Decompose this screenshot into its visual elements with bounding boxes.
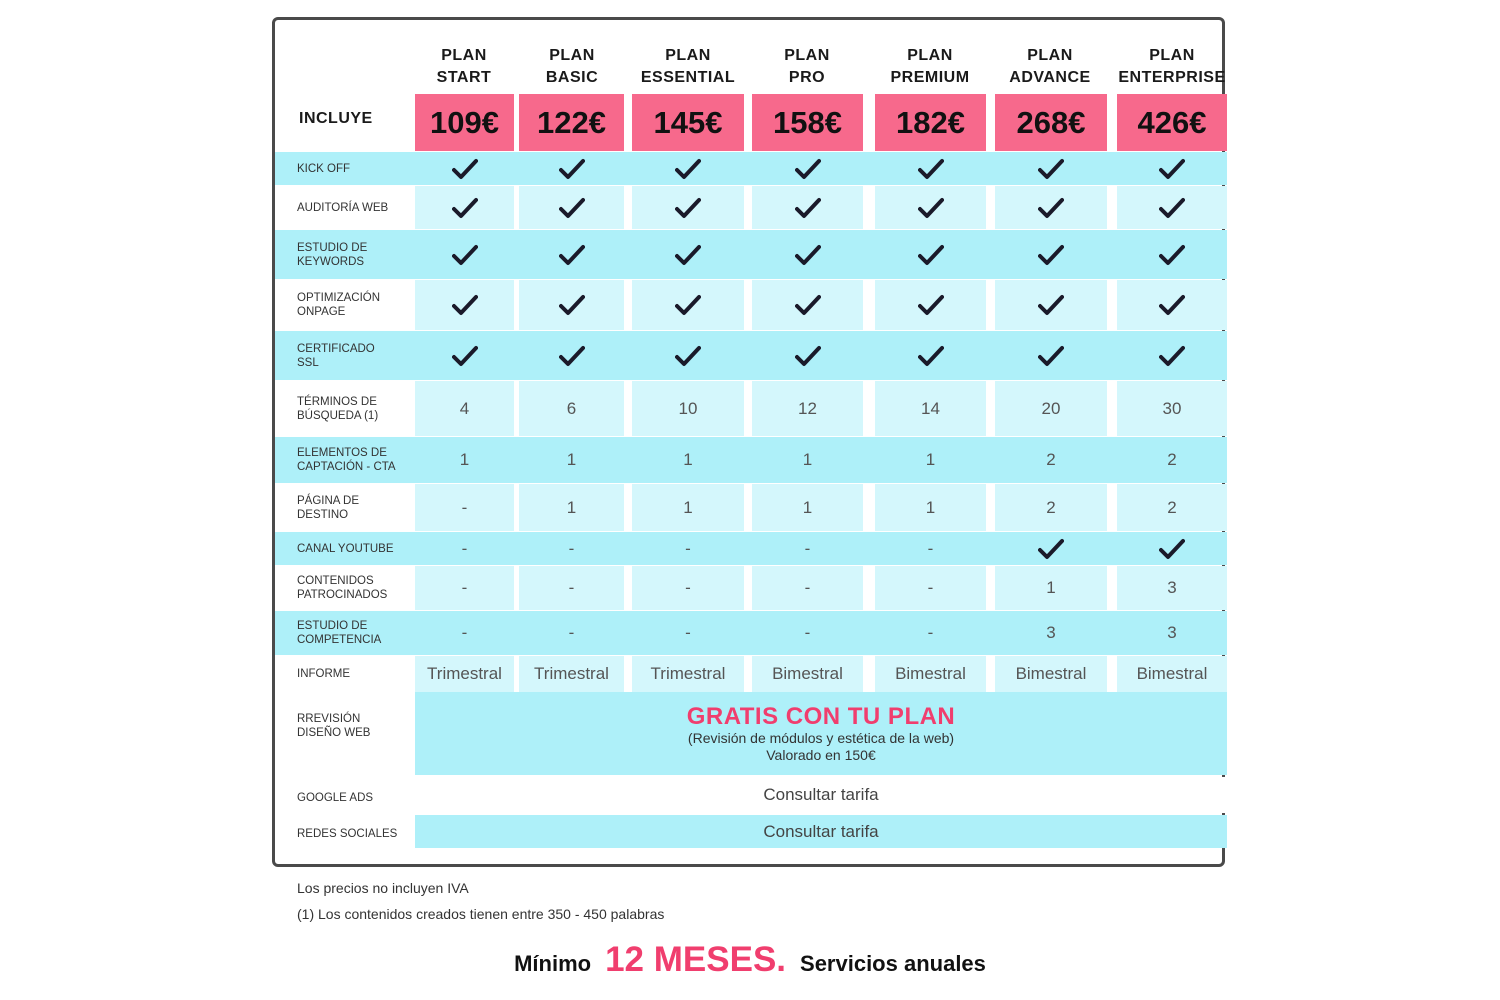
plan-name-line1: PLAN (784, 47, 830, 64)
feature-label (297, 395, 412, 423)
plan-name-line1: PLAN (549, 47, 595, 64)
plan-feature-cell (1117, 280, 1227, 330)
plan-feature-cell (752, 152, 863, 185)
feature-value: 1 (459, 450, 470, 469)
feature-label-line: CONTENIDOS (297, 575, 374, 587)
feature-value: 2 (1167, 497, 1177, 517)
feature-value: - (927, 623, 934, 642)
check-icon (1159, 538, 1185, 560)
check-icon (1038, 538, 1064, 560)
check-icon (452, 345, 478, 367)
feature-value: - (927, 538, 934, 558)
plan-feature-cell (519, 566, 624, 610)
plan-feature-cell (519, 484, 624, 531)
plan-feature-cell (632, 437, 744, 483)
feature-value: Trimestral (427, 664, 502, 683)
feature-value: - (927, 578, 934, 597)
feature-label-line: SSL (297, 356, 319, 369)
feature-label (297, 446, 412, 474)
plan-feature-cell (752, 611, 863, 655)
check-icon (1159, 158, 1185, 180)
check-icon (675, 158, 701, 180)
plan-feature-cell (1117, 656, 1227, 692)
feature-label-line: ONPAGE (297, 306, 346, 318)
revision-label: RREVISIÓN DISEÑO WEB (297, 713, 371, 739)
plan-name-line1: PLAN (441, 47, 487, 64)
feature-label-line: OPTIMIZACIÓN (297, 292, 381, 304)
plan-feature-cell (519, 186, 624, 229)
plan-feature-cell (875, 532, 986, 565)
check-icon (559, 158, 585, 180)
plan-feature-cell (752, 532, 863, 565)
plan-feature-cell (995, 611, 1107, 655)
plan-feature-cell (415, 566, 514, 610)
feature-value: 1 (566, 450, 577, 469)
plan-feature-cell (995, 280, 1107, 330)
plan-feature-cell (632, 280, 744, 330)
plan-feature-cell (995, 152, 1107, 185)
feature-value: 1 (925, 450, 936, 469)
plan-name-line2: ESSENTIAL (640, 69, 736, 86)
feature-value: 1 (683, 450, 693, 469)
plan-feature-cell (875, 566, 986, 610)
includes-label: INCLUYE (299, 110, 373, 127)
feature-label-line: AUDITORÍA WEB (297, 201, 389, 214)
revision-detail: (Revisión de módulos y estética de la web) (687, 729, 955, 746)
plan-feature-cell (995, 331, 1107, 380)
plan-name-line2: ENTERPRISE (1118, 69, 1226, 86)
feature-value: - (568, 538, 575, 558)
feature-value: 1 (802, 450, 813, 469)
plan-feature-cell (632, 611, 744, 655)
plan-feature-cell (995, 437, 1107, 483)
plan-feature-cell (1117, 437, 1227, 483)
feature-value: - (685, 578, 691, 597)
check-icon (1159, 345, 1185, 367)
plan-feature-cell (995, 186, 1107, 229)
feature-value: 1 (802, 497, 813, 517)
plan-feature-cell (875, 331, 986, 380)
feature-value: 10 (678, 398, 698, 418)
feature-label (297, 494, 412, 522)
plan-feature-cell (415, 532, 514, 565)
feature-value: - (685, 623, 691, 642)
plan-feature-cell (752, 566, 863, 610)
check-icon (1038, 345, 1064, 367)
check-icon (795, 294, 821, 316)
plan-feature-cell (752, 484, 863, 531)
plan-feature-cell (995, 230, 1107, 279)
feature-value: 1 (566, 497, 577, 517)
feature-label (297, 619, 412, 647)
plan-feature-cell (415, 230, 514, 279)
plan-feature-cell (519, 280, 624, 330)
plan-feature-cell (632, 381, 744, 436)
feature-value: Bimestral (895, 664, 966, 683)
google-ads-value-cell (415, 777, 1227, 813)
redes-sociales-value-cell (415, 815, 1227, 848)
plan-feature-cell (875, 437, 986, 483)
plan-feature-cell (875, 381, 986, 436)
plan-feature-cell (995, 656, 1107, 692)
check-icon (452, 197, 478, 219)
plan-name-line1: PLAN (1149, 47, 1195, 64)
check-icon (559, 294, 585, 316)
plan-feature-cell (632, 186, 744, 229)
check-icon (452, 294, 478, 316)
feature-value: 12 (798, 398, 817, 418)
plan-name (860, 45, 1000, 89)
plan-feature-cell (995, 484, 1107, 531)
feature-label-line: PATROCINADOS (297, 589, 388, 601)
check-icon (452, 244, 478, 266)
plan-name-line2: START (436, 69, 492, 86)
minimum-prefix: Mínimo (514, 951, 592, 976)
plan-feature-cell (995, 532, 1107, 565)
feature-label-line: CERTIFICADO (297, 342, 375, 355)
plan-feature-cell (1117, 331, 1227, 380)
feature-label-line: ESTUDIO DE (297, 241, 368, 254)
plan-name (1102, 45, 1242, 89)
plan-feature-cell (752, 437, 863, 483)
plan-name-line1: PLAN (1027, 47, 1073, 64)
plan-feature-cell (519, 656, 624, 692)
check-icon (1038, 244, 1064, 266)
feature-label-line: ELEMENTOS DE (297, 447, 387, 459)
feature-value: Trimestral (650, 664, 726, 683)
plan-name-line2: ADVANCE (1009, 69, 1091, 86)
feature-value: - (685, 538, 691, 558)
feature-value: - (804, 623, 811, 642)
feature-value: - (568, 623, 575, 642)
feature-label-line: TÉRMINOS DE (297, 395, 377, 408)
feature-value: 3 (1167, 578, 1177, 597)
feature-value: 1 (925, 497, 936, 517)
feature-label-line: COMPETENCIA (297, 634, 382, 646)
feature-label (297, 667, 412, 681)
feature-value: 3 (1167, 623, 1177, 642)
check-icon (1038, 158, 1064, 180)
plan-feature-cell (875, 152, 986, 185)
feature-label-line: PÁGINA DE (297, 494, 359, 507)
plan-feature-cell (875, 656, 986, 692)
feature-value: - (461, 623, 468, 642)
feature-label-line: INFORME (297, 668, 351, 680)
feature-label-line: KICK OFF (297, 162, 351, 175)
feature-value: 6 (566, 398, 577, 418)
feature-label (297, 574, 412, 602)
check-icon (795, 345, 821, 367)
plan-price: 109€ (415, 94, 514, 151)
annual-services: Servicios anuales (800, 951, 986, 976)
feature-value: Bimestral (1136, 664, 1208, 683)
plan-feature-cell (995, 381, 1107, 436)
plan-name-line1: PLAN (907, 47, 953, 64)
plan-name-line2: PRO (788, 69, 826, 86)
minimum-term-banner (0, 940, 1500, 980)
plan-feature-cell (519, 230, 624, 279)
feature-label (297, 241, 412, 269)
check-icon (675, 294, 701, 316)
feature-value: Trimestral (534, 664, 609, 683)
plan-price: 426€ (1117, 94, 1227, 151)
plan-feature-cell (752, 186, 863, 229)
feature-value: - (461, 538, 468, 558)
feature-value: - (461, 578, 468, 597)
plan-name-line1: PLAN (665, 47, 711, 64)
feature-value: - (804, 538, 811, 558)
plan-name (980, 45, 1120, 89)
plan-price: 145€ (632, 94, 744, 151)
feature-label (297, 162, 412, 176)
feature-label (297, 201, 412, 215)
plan-feature-cell (415, 152, 514, 185)
plan-feature-cell (632, 331, 744, 380)
revision-value: Valorado en 150€ (766, 746, 876, 763)
feature-label (297, 342, 412, 370)
check-icon (1159, 294, 1185, 316)
plan-feature-cell (415, 484, 514, 531)
feature-value: Bimestral (772, 664, 843, 683)
plan-feature-cell (632, 230, 744, 279)
feature-label-line: CANAL YOUTUBE (297, 542, 394, 555)
redes-sociales-label: REDES SOCIALES (297, 828, 398, 840)
check-icon (559, 345, 585, 367)
check-icon (559, 197, 585, 219)
plan-feature-cell (415, 611, 514, 655)
plan-feature-cell (1117, 566, 1227, 610)
plan-feature-cell (1117, 611, 1227, 655)
check-icon (1159, 244, 1185, 266)
feature-value: 4 (459, 398, 470, 418)
plan-feature-cell (1117, 381, 1227, 436)
feature-value: 30 (1162, 398, 1182, 418)
plan-feature-cell (875, 611, 986, 655)
feature-value: 1 (683, 497, 693, 517)
feature-value: 1 (1046, 578, 1056, 597)
feature-label (297, 542, 412, 556)
plan-feature-cell (1117, 230, 1227, 279)
check-icon (675, 197, 701, 219)
check-icon (675, 244, 701, 266)
check-icon (918, 345, 944, 367)
plan-feature-cell (415, 280, 514, 330)
feature-value: 20 (1041, 398, 1061, 418)
plan-feature-cell (415, 437, 514, 483)
feature-value: Bimestral (1015, 664, 1087, 683)
check-icon (1038, 197, 1064, 219)
check-icon (918, 244, 944, 266)
feature-label-line: BÚSQUEDA (1) (297, 409, 379, 422)
plan-feature-cell (752, 230, 863, 279)
feature-value: - (568, 578, 575, 597)
plan-price: 182€ (875, 94, 986, 151)
plan-feature-cell (632, 566, 744, 610)
plan-name (737, 45, 877, 89)
feature-value: 2 (1046, 450, 1056, 469)
plan-name-line2: PREMIUM (890, 69, 970, 86)
feature-label-line: KEYWORDS (297, 255, 365, 268)
check-icon (918, 294, 944, 316)
plan-feature-cell (519, 381, 624, 436)
plan-price: 122€ (519, 94, 624, 151)
plan-price: 268€ (995, 94, 1107, 151)
footnote: (1) Los contenidos creados tienen entre 350 - 450 palabras (297, 906, 665, 922)
feature-value: 3 (1046, 623, 1056, 642)
plan-feature-cell (519, 331, 624, 380)
plan-feature-cell (415, 331, 514, 380)
check-icon (795, 158, 821, 180)
check-icon (1038, 294, 1064, 316)
plan-feature-cell (875, 280, 986, 330)
plan-feature-cell (519, 437, 624, 483)
plan-feature-cell (875, 186, 986, 229)
plan-feature-cell (1117, 186, 1227, 229)
revision-offer (415, 692, 1227, 775)
plan-feature-cell (632, 484, 744, 531)
plan-feature-cell (1117, 484, 1227, 531)
plan-feature-cell (995, 566, 1107, 610)
plan-feature-cell (415, 656, 514, 692)
redes-sociales-value: Consultar tarifa (763, 821, 879, 841)
feature-value: 2 (1046, 497, 1056, 517)
check-icon (452, 158, 478, 180)
google-ads-label: GOOGLE ADS (297, 792, 374, 804)
plan-feature-cell (875, 230, 986, 279)
plan-feature-cell (519, 152, 624, 185)
plan-feature-cell (1117, 532, 1227, 565)
check-icon (1159, 197, 1185, 219)
plan-feature-cell (415, 186, 514, 229)
plan-feature-cell (1117, 152, 1227, 185)
plan-feature-cell (875, 484, 986, 531)
feature-value: - (804, 578, 811, 597)
plan-price: 158€ (752, 94, 863, 151)
check-icon (559, 244, 585, 266)
plan-feature-cell (519, 611, 624, 655)
feature-label-line: DESTINO (297, 508, 349, 521)
feature-value: 2 (1167, 450, 1177, 469)
plan-feature-cell (632, 656, 744, 692)
check-icon (795, 244, 821, 266)
feature-label-line: CAPTACIÓN - CTA (297, 461, 396, 473)
plan-feature-cell (632, 152, 744, 185)
plan-feature-cell (415, 381, 514, 436)
feature-value: - (461, 497, 468, 517)
google-ads-value: Consultar tarifa (763, 785, 879, 804)
feature-label (297, 291, 412, 319)
check-icon (675, 345, 701, 367)
check-icon (795, 197, 821, 219)
plan-feature-cell (519, 532, 624, 565)
plan-feature-cell (752, 656, 863, 692)
vat-note: Los precios no incluyen IVA (297, 880, 469, 896)
plan-feature-cell (752, 381, 863, 436)
free-headline: GRATIS CON TU PLAN (686, 702, 956, 730)
plan-name-line2: BASIC (545, 69, 599, 86)
feature-value: 14 (921, 398, 940, 418)
check-icon (918, 158, 944, 180)
plan-feature-cell (632, 532, 744, 565)
feature-label-line: ESTUDIO DE (297, 620, 368, 632)
plan-feature-cell (752, 331, 863, 380)
plan-feature-cell (752, 280, 863, 330)
check-icon (918, 197, 944, 219)
minimum-months: 12 MESES. (605, 940, 787, 979)
